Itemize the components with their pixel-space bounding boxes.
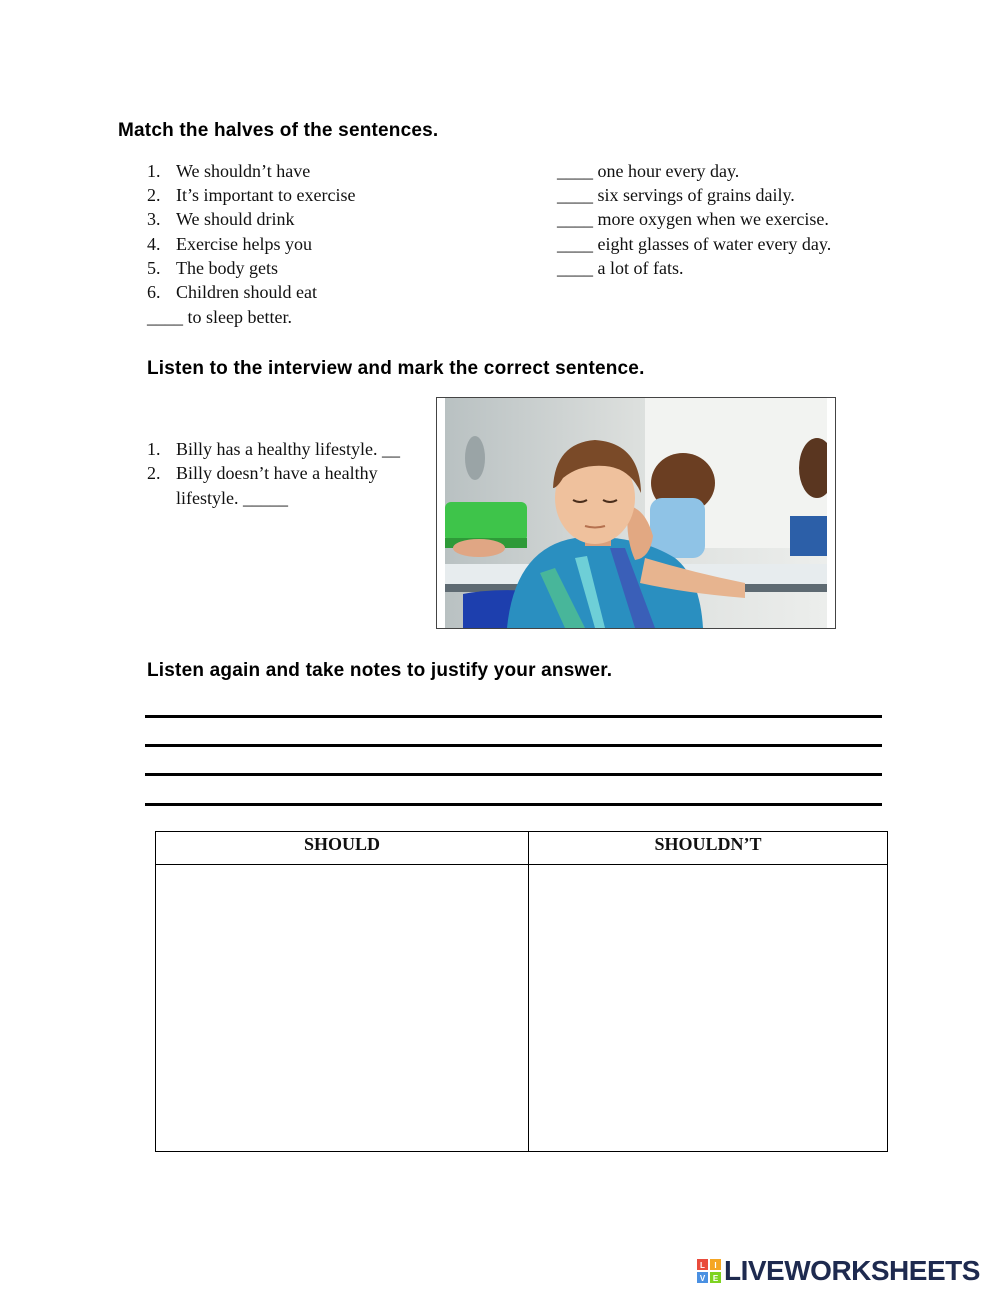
answer-line-3[interactable] bbox=[145, 773, 882, 776]
left-item-number: 2. bbox=[147, 185, 161, 205]
liveworksheets-badge-icon bbox=[696, 1258, 722, 1284]
choice-item-2-continued: lifestyle. _____ bbox=[176, 488, 288, 508]
left-item-number: 5. bbox=[147, 258, 161, 278]
right-item-6: ____ to sleep better. bbox=[147, 307, 292, 327]
answer-line-2[interactable] bbox=[145, 744, 882, 747]
shouldnt-header: SHOULDN’T bbox=[654, 834, 762, 854]
left-item-5 bbox=[147, 256, 278, 280]
should-header: SHOULD bbox=[303, 834, 381, 854]
logo-text: LIVEWORKSHEETS bbox=[724, 1255, 980, 1286]
left-item-1 bbox=[147, 159, 310, 183]
left-item-3 bbox=[147, 207, 295, 231]
left-item-6 bbox=[147, 280, 317, 304]
left-item-text: We shouldn’t have bbox=[176, 161, 311, 181]
choice-item-1 bbox=[147, 437, 400, 461]
left-item-text: We should drink bbox=[176, 209, 295, 229]
right-item-1: ____ one hour every day. bbox=[557, 161, 740, 181]
svg-text:E: E bbox=[712, 1274, 719, 1283]
right-item-4: ____ eight glasses of water every day. bbox=[557, 234, 832, 254]
left-item-number: 4. bbox=[147, 234, 161, 254]
choice-number: 2. bbox=[147, 463, 161, 483]
should-shouldnt-table bbox=[155, 831, 888, 1152]
left-item-text: Children should eat bbox=[176, 282, 317, 302]
left-item-number: 6. bbox=[147, 282, 161, 302]
choice-number: 1. bbox=[147, 439, 161, 459]
left-item-4 bbox=[147, 232, 312, 256]
choice-text: Billy doesn’t have a healthy bbox=[176, 463, 378, 483]
section3-heading: Listen again and take notes to justify your answer. bbox=[147, 660, 613, 681]
left-item-text: It’s important to exercise bbox=[176, 185, 356, 205]
should-answer-cell[interactable] bbox=[156, 865, 528, 1151]
section1-heading: Match the halves of the sentences. bbox=[118, 120, 439, 141]
answer-line-1[interactable] bbox=[145, 715, 882, 718]
right-item-3: ____ more oxygen when we exercise. bbox=[557, 209, 829, 229]
choice-item-2 bbox=[147, 461, 378, 485]
left-item-2 bbox=[147, 183, 355, 207]
left-item-number: 1. bbox=[147, 161, 161, 181]
answer-line-4[interactable] bbox=[145, 803, 882, 806]
svg-text:I: I bbox=[714, 1261, 717, 1270]
svg-text:V: V bbox=[699, 1274, 706, 1283]
left-item-text: Exercise helps you bbox=[176, 234, 312, 254]
bored-boy-illustration bbox=[445, 398, 827, 628]
left-item-text: The body gets bbox=[176, 258, 278, 278]
left-item-number: 3. bbox=[147, 209, 161, 229]
svg-text:L: L bbox=[700, 1261, 705, 1270]
choice-text: Billy has a healthy lifestyle. __ bbox=[176, 439, 400, 459]
section2-heading: Listen to the interview and mark the correct sentence. bbox=[147, 358, 645, 379]
classroom-photo bbox=[436, 397, 836, 629]
right-item-2: ____ six servings of grains daily. bbox=[557, 185, 795, 205]
right-item-5: ____ a lot of fats. bbox=[557, 258, 684, 278]
shouldnt-answer-cell[interactable] bbox=[529, 865, 887, 1151]
